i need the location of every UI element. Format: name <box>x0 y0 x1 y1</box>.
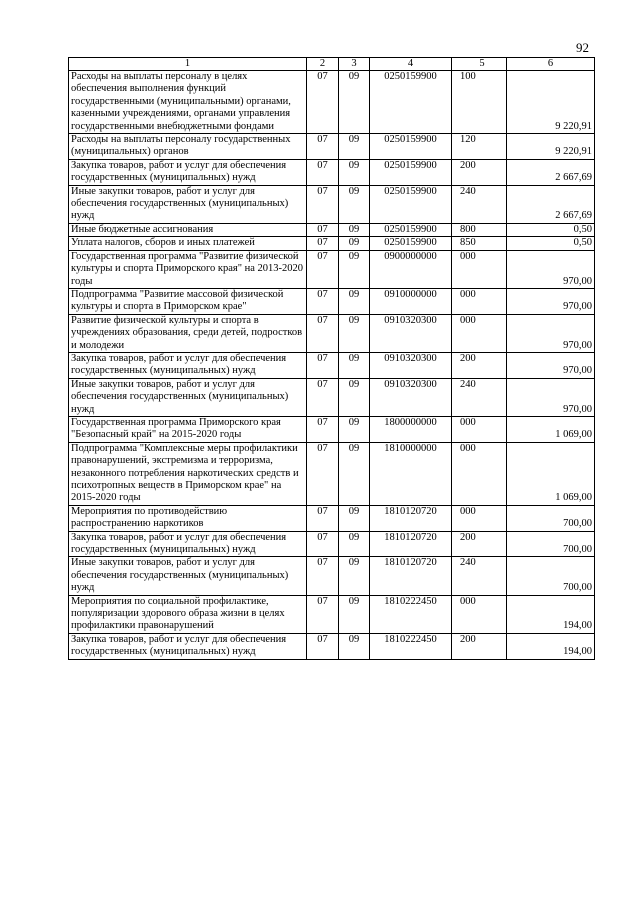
table-row <box>69 442 595 505</box>
row-amount-cell: 9 220,91 <box>507 71 595 134</box>
row-name-cell: Иные закупки товаров, работ и услуг для обеспечения государственных (муниципальных) нужд <box>69 185 307 223</box>
table-row <box>69 250 595 288</box>
page-number: 92 <box>576 40 589 55</box>
table-row <box>69 185 595 223</box>
row-subsection-cell: 09 <box>339 442 370 505</box>
row-name-cell: Закупка товаров, работ и услуг для обеспечения государственных (муниципальных) нужд <box>69 633 307 659</box>
table-row <box>69 288 595 314</box>
row-amount-cell: 2 667,69 <box>507 185 595 223</box>
row-target-code-cell: 1810120720 <box>370 505 452 531</box>
row-section-cell: 07 <box>307 531 339 557</box>
row-subsection-cell: 09 <box>339 134 370 160</box>
row-section-cell: 07 <box>307 442 339 505</box>
row-subsection-cell: 09 <box>339 352 370 378</box>
table-row <box>69 416 595 442</box>
row-amount-cell: 0,50 <box>507 223 595 236</box>
row-subsection-cell: 09 <box>339 557 370 595</box>
table-row <box>69 557 595 595</box>
row-target-code-cell: 0250159900 <box>370 185 452 223</box>
row-expense-type-cell: 850 <box>452 237 507 250</box>
row-expense-type-cell: 200 <box>452 633 507 659</box>
row-section-cell: 07 <box>307 250 339 288</box>
row-subsection-cell: 09 <box>339 531 370 557</box>
row-subsection-cell: 09 <box>339 237 370 250</box>
row-amount-cell: 970,00 <box>507 352 595 378</box>
row-target-code-cell: 0910000000 <box>370 288 452 314</box>
row-expense-type-cell: 000 <box>452 416 507 442</box>
column-header: 3 <box>339 58 370 71</box>
row-section-cell: 07 <box>307 237 339 250</box>
row-section-cell: 07 <box>307 223 339 236</box>
row-subsection-cell: 09 <box>339 288 370 314</box>
row-name-cell: Подпрограмма "Комплексные меры профилактики правонарушений, экстремизма и терроризма, незаконного потребления наркотических средств и психотропных веществ в Приморском крае" на 2015-2020 годы <box>69 442 307 505</box>
row-amount-cell: 0,50 <box>507 237 595 250</box>
table-row <box>69 595 595 633</box>
row-section-cell: 07 <box>307 159 339 185</box>
row-amount-cell: 700,00 <box>507 531 595 557</box>
row-amount-cell: 970,00 <box>507 314 595 352</box>
column-header: 5 <box>452 58 507 71</box>
row-amount-cell: 970,00 <box>507 288 595 314</box>
row-section-cell: 07 <box>307 595 339 633</box>
row-name-cell: Уплата налогов, сборов и иных платежей <box>69 237 307 250</box>
row-subsection-cell: 09 <box>339 378 370 416</box>
row-amount-cell: 194,00 <box>507 633 595 659</box>
row-name-cell: Расходы на выплаты персоналу в целях обеспечения выполнения функций государственными (муниципальными) органами, казенными учреждениями, органами управления государственными внебюджетными фондами <box>69 71 307 134</box>
row-subsection-cell: 09 <box>339 595 370 633</box>
row-section-cell: 07 <box>307 71 339 134</box>
row-target-code-cell: 0250159900 <box>370 71 452 134</box>
budget-table <box>68 57 595 660</box>
row-expense-type-cell: 240 <box>452 378 507 416</box>
row-name-cell: Иные закупки товаров, работ и услуг для обеспечения государственных (муниципальных) нужд <box>69 378 307 416</box>
row-expense-type-cell: 800 <box>452 223 507 236</box>
row-section-cell: 07 <box>307 378 339 416</box>
row-expense-type-cell: 000 <box>452 288 507 314</box>
row-target-code-cell: 1800000000 <box>370 416 452 442</box>
row-target-code-cell: 1810120720 <box>370 531 452 557</box>
row-amount-cell: 970,00 <box>507 250 595 288</box>
column-header: 2 <box>307 58 339 71</box>
row-name-cell: Закупка товаров, работ и услуг для обеспечения государственных (муниципальных) нужд <box>69 531 307 557</box>
row-section-cell: 07 <box>307 185 339 223</box>
row-expense-type-cell: 000 <box>452 505 507 531</box>
row-amount-cell: 970,00 <box>507 378 595 416</box>
row-target-code-cell: 1810120720 <box>370 557 452 595</box>
row-name-cell: Закупка товаров, работ и услуг для обеспечения государственных (муниципальных) нужд <box>69 352 307 378</box>
table-row <box>69 223 595 236</box>
table-row <box>69 71 595 134</box>
column-header: 6 <box>507 58 595 71</box>
table-row <box>69 505 595 531</box>
column-header: 4 <box>370 58 452 71</box>
row-amount-cell: 194,00 <box>507 595 595 633</box>
row-amount-cell: 9 220,91 <box>507 134 595 160</box>
row-section-cell: 07 <box>307 633 339 659</box>
row-section-cell: 07 <box>307 505 339 531</box>
row-amount-cell: 2 667,69 <box>507 159 595 185</box>
row-subsection-cell: 09 <box>339 250 370 288</box>
row-expense-type-cell: 100 <box>452 71 507 134</box>
row-target-code-cell: 0910320300 <box>370 378 452 416</box>
row-target-code-cell: 0250159900 <box>370 237 452 250</box>
row-amount-cell: 1 069,00 <box>507 416 595 442</box>
row-target-code-cell: 0250159900 <box>370 134 452 160</box>
row-name-cell: Подпрограмма "Развитие массовой физической культуры и спорта в Приморском крае" <box>69 288 307 314</box>
row-amount-cell: 700,00 <box>507 505 595 531</box>
row-name-cell: Государственная программа "Развитие физической культуры и спорта Приморского края" на 2013-2020 годы <box>69 250 307 288</box>
row-expense-type-cell: 200 <box>452 352 507 378</box>
row-name-cell: Иные закупки товаров, работ и услуг для обеспечения государственных (муниципальных) нужд <box>69 557 307 595</box>
row-name-cell: Мероприятия по противодействию распространению наркотиков <box>69 505 307 531</box>
row-expense-type-cell: 000 <box>452 314 507 352</box>
row-subsection-cell: 09 <box>339 314 370 352</box>
table-row <box>69 159 595 185</box>
row-subsection-cell: 09 <box>339 185 370 223</box>
table-row <box>69 378 595 416</box>
table-row <box>69 237 595 250</box>
row-name-cell: Развитие физической культуры и спорта в учреждениях образования, среди детей, подростков и молодежи <box>69 314 307 352</box>
table-row <box>69 134 595 160</box>
row-target-code-cell: 1810000000 <box>370 442 452 505</box>
row-amount-cell: 1 069,00 <box>507 442 595 505</box>
row-section-cell: 07 <box>307 134 339 160</box>
table-row <box>69 314 595 352</box>
row-target-code-cell: 0250159900 <box>370 159 452 185</box>
table-row <box>69 352 595 378</box>
table-row <box>69 633 595 659</box>
row-expense-type-cell: 000 <box>452 595 507 633</box>
row-target-code-cell: 0910320300 <box>370 314 452 352</box>
row-subsection-cell: 09 <box>339 159 370 185</box>
row-amount-cell: 700,00 <box>507 557 595 595</box>
row-section-cell: 07 <box>307 557 339 595</box>
row-expense-type-cell: 240 <box>452 557 507 595</box>
row-expense-type-cell: 200 <box>452 159 507 185</box>
row-target-code-cell: 0910320300 <box>370 352 452 378</box>
row-name-cell: Иные бюджетные ассигнования <box>69 223 307 236</box>
row-target-code-cell: 1810222450 <box>370 595 452 633</box>
column-header: 1 <box>69 58 307 71</box>
table-row <box>69 531 595 557</box>
row-target-code-cell: 0900000000 <box>370 250 452 288</box>
row-name-cell: Государственная программа Приморского края "Безопасный край" на 2015-2020 годы <box>69 416 307 442</box>
row-expense-type-cell: 120 <box>452 134 507 160</box>
row-section-cell: 07 <box>307 352 339 378</box>
row-name-cell: Расходы на выплаты персоналу государственных (муниципальных) органов <box>69 134 307 160</box>
row-section-cell: 07 <box>307 288 339 314</box>
row-target-code-cell: 0250159900 <box>370 223 452 236</box>
row-subsection-cell: 09 <box>339 416 370 442</box>
row-subsection-cell: 09 <box>339 505 370 531</box>
row-expense-type-cell: 240 <box>452 185 507 223</box>
row-expense-type-cell: 000 <box>452 250 507 288</box>
row-subsection-cell: 09 <box>339 633 370 659</box>
row-expense-type-cell: 000 <box>452 442 507 505</box>
row-expense-type-cell: 200 <box>452 531 507 557</box>
row-section-cell: 07 <box>307 314 339 352</box>
row-section-cell: 07 <box>307 416 339 442</box>
row-subsection-cell: 09 <box>339 223 370 236</box>
row-name-cell: Закупка товаров, работ и услуг для обеспечения государственных (муниципальных) нужд <box>69 159 307 185</box>
table-header-row <box>69 58 595 71</box>
row-subsection-cell: 09 <box>339 71 370 134</box>
row-target-code-cell: 1810222450 <box>370 633 452 659</box>
row-name-cell: Мероприятия по социальной профилактике, популяризации здорового образа жизни в целях профилактики правонарушений <box>69 595 307 633</box>
